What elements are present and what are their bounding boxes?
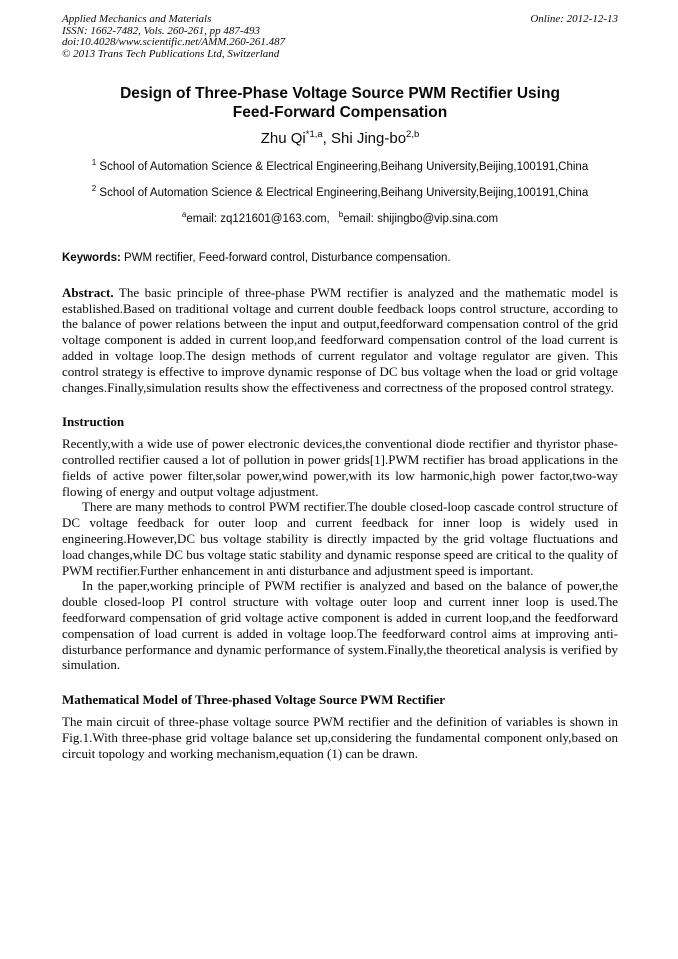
abstract-label: Abstract.	[62, 284, 114, 300]
journal-header	[62, 14, 618, 60]
email-a-superscript: a	[181, 210, 187, 220]
affiliation-2-superscript: 2	[91, 184, 97, 194]
author-1-name: Zhu Qi	[260, 130, 306, 148]
keywords-text: PWM rectifier, Feed-forward control, Disturbance compensation.	[120, 251, 451, 264]
abstract-paragraph	[62, 285, 618, 396]
email-b-text: email: shijingbo@vip.sina.com	[343, 212, 499, 225]
keywords-label: Keywords:	[62, 251, 121, 264]
affiliation-1-text: School of Automation Science & Electrical Engineering,Beihang University,Beijing,100191,China	[96, 161, 589, 174]
author-separator: ,	[322, 130, 331, 148]
section-heading-mathematical-model: Mathematical Model of Three-phased Voltage Source PWM Rectifier	[62, 692, 446, 708]
doi-line: doi:10.4028/www.scientific.net/AMM.260-261.487	[62, 36, 286, 49]
instruction-paragraph-2: There are many methods to control PWM rectifier.The double closed-loop cascade control structure of DC voltage feedback for outer loop and current feedback for inner loop is widely used in engineering.However,DC bus voltage stability is directly impacted by the grid voltage fluctuations and load changes,while DC bus voltage static stability and dynamic response speed are critical to the quality of PWM rectifier.Further enhancement in anti disturbance and adjustment speed is important.	[62, 499, 618, 578]
paper-title	[62, 85, 618, 122]
issn-line: ISSN: 1662-7482, Vols. 260-261, pp 487-493	[62, 24, 260, 37]
section-heading-instruction: Instruction	[62, 414, 125, 430]
online-date: Online: 2012-12-13	[530, 13, 618, 25]
instruction-paragraph-3: In the paper,working principle of PWM rectifier is analyzed and based on the balance of power,the double closed-loop PI control structure with voltage outer loop and current inner loop is used.The feedforward compensation of grid voltage active component is added in current loop,and the feedforward compensation of load current is added in voltage loop.The feedforward control aims at improving anti-disturbance performance and dynamic performance of system.Finally,the theoretical analysis is verified by simulation.	[62, 578, 618, 673]
paper-title-line-2: Feed-Forward Compensation	[232, 103, 448, 121]
journal-name: Applied Mechanics and Materials	[62, 13, 212, 25]
instruction-paragraph-1: Recently,with a wide use of power electronic devices,the conventional diode rectifier and thyristor phase-controlled rectifier caused a lot of pollution in power grids[1].PWM rectifier has broad applications in the fields of active power filter,solar power,wind power,with its low harmonic,high power factor,two-way flowing of energy and output voltage adjustment.	[62, 436, 618, 499]
journal-citation-block	[62, 14, 285, 60]
email-b-superscript: b	[338, 210, 344, 220]
affiliation-2-text: School of Automation Science & Electrical Engineering,Beihang University,Beijing,100191,China	[96, 187, 589, 200]
affiliation-1-superscript: 1	[91, 158, 97, 168]
keywords-line	[62, 251, 618, 265]
author-2-name: Shi Jing-bo	[331, 130, 407, 148]
authors-line	[62, 126, 618, 147]
mathematical-model-paragraph-1: The main circuit of three-phase voltage source PWM rectifier and the definition of variables is shown in Fig.1.With three-phase grid voltage balance set up,considering the fundamental component only,based on circuit topology and working mechanism,equation (1) can be drawn.	[62, 713, 618, 761]
author-2-superscript: 2,b	[406, 129, 420, 141]
email-b-group	[338, 210, 499, 225]
paper-title-line-1: Design of Three-Phase Voltage Source PWM Rectifier Using	[120, 85, 560, 103]
abstract-text: The basic principle of three-phase PWM rectifier is analyzed and the mathematic model is established.Based on traditional voltage and current double feedback loops control structure, according to the balance of power relations between the input and output,feedforward compensation control of the grid voltage component is added in current loop,and feedforward compensation control of the load current is added in voltage loop.The design methods of current regulator and voltage regulator are given. This control strategy is effective to improve dynamic response of DC bus voltage when the load or grid voltage changes.Finally,simulation results show the effectiveness and correctness of the proposed control strategy.	[62, 284, 618, 395]
author-1-superscript: *1,a	[305, 129, 323, 141]
email-a-text: email: zq121601@163.com,	[186, 212, 330, 225]
email-a-group	[181, 210, 330, 225]
copyright-line: © 2013 Trans Tech Publications Ltd, Switzerland	[62, 47, 280, 60]
affiliation-1	[62, 156, 618, 174]
emails-line	[62, 208, 618, 226]
affiliation-2	[62, 182, 618, 200]
